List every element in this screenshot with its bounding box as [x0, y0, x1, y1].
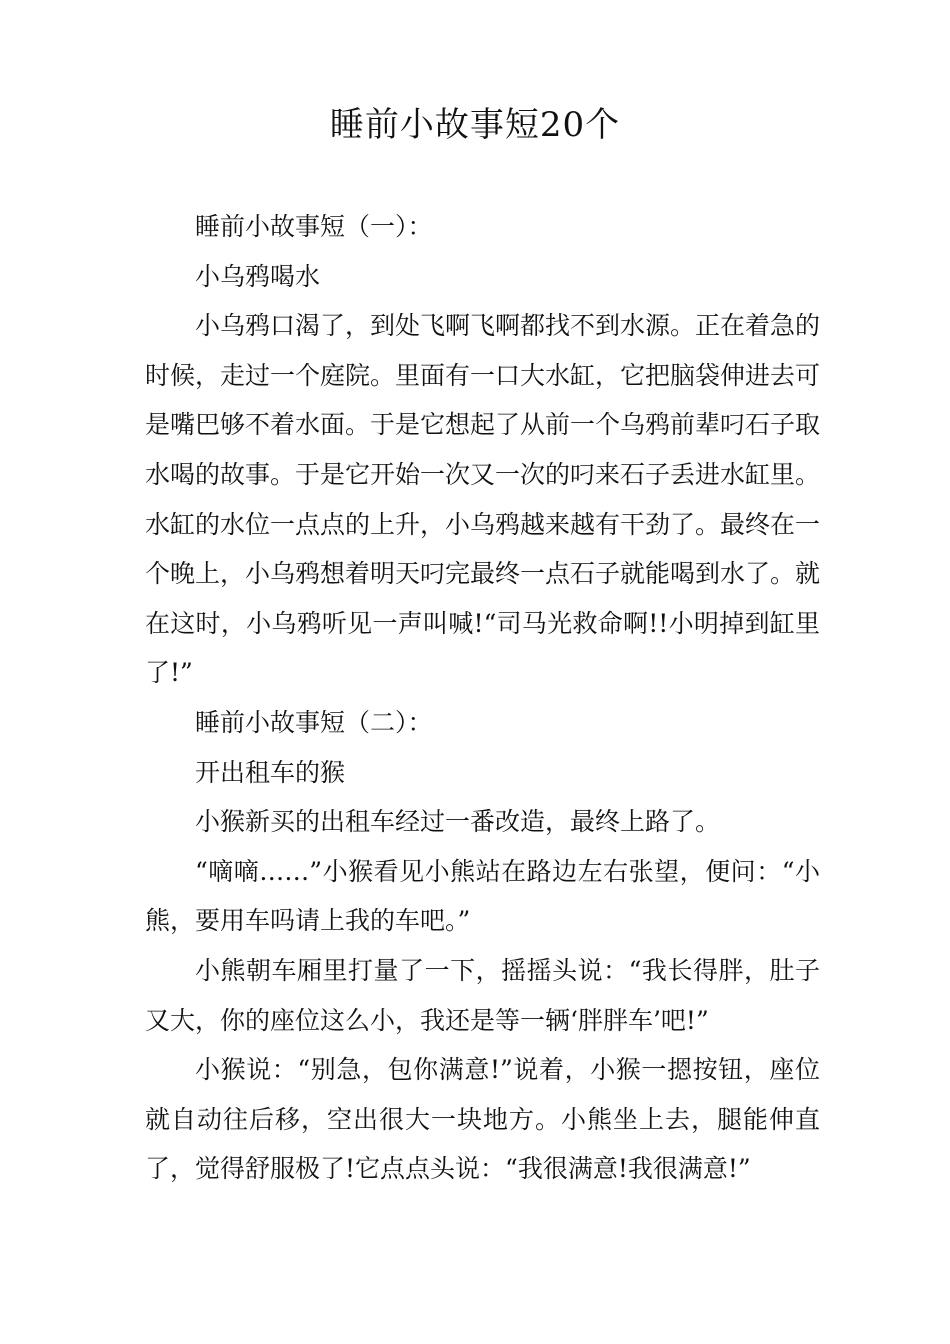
section-heading-1: 睡前小故事短（一）： [195, 212, 433, 241]
section-heading-2: 睡前小故事短（二）： [195, 707, 433, 737]
story-title-2: 开出租车的猴 [195, 757, 346, 787]
story-paragraph: “嘀嘀……”小猴看见小熊站在路边左右张望，便问：“小熊，要用车吗请上我的车吧。” [145, 856, 820, 936]
story-paragraph: 小熊朝车厢里打量了一下，摇摇头说：“我长得胖，肚子又大，你的座位这么小，我还是等一辆‘胖胖车’吧!” [145, 955, 820, 1035]
document-title: 睡前小故事短20个 [329, 105, 621, 145]
story-paragraph: 小乌鸦口渴了，到处飞啊飞啊都找不到水源。正在着急的时候，走过一个庭院。里面有一口大水缸，它把脑袋伸进去可是嘴巴够不着水面。于是它想起了从前一个乌鸦前辈叼石子取水喝的故事。于是它开始一次又一次的叼来石子丢进水缸里。水缸的水位一点点的上升，小乌鸦越来越有干劲了。最终在一个晚上，小乌鸦想着明天叼完最终一点石子就能喝到水了。就在这时，小乌鸦听见一声叫喊!“司马光救命啊!!小明掉到缸里了!” [145, 311, 821, 688]
story-title-1: 小乌鸦喝水 [195, 261, 321, 291]
document-body [145, 202, 820, 1194]
story-paragraph: 小猴说：“别急，包你满意!”说着，小猴一摁按钮，座位就自动往后移，空出很大一块地方。小熊坐上去，腿能伸直了，觉得舒服极了!它点点头说：“我很满意!我很满意!” [145, 1055, 820, 1184]
story-paragraph: 小猴新买的出租车经过一番改造，最终上路了。 [195, 807, 721, 837]
